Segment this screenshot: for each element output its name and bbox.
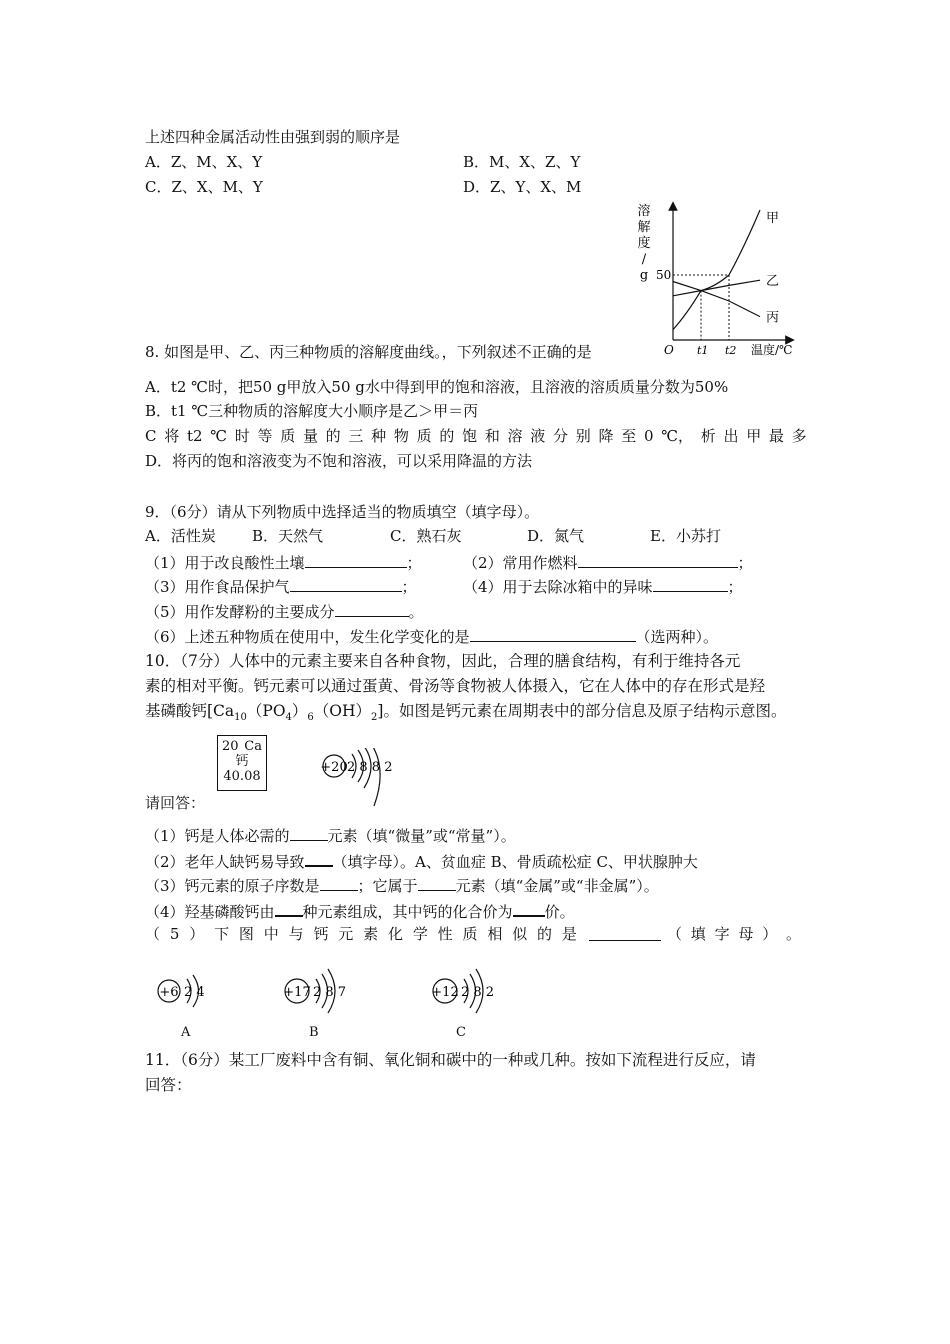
q8-option-c-char: 溶 xyxy=(507,427,523,445)
q9-part6-text: （6）上述五种物质在使用中，发生化学变化的是 xyxy=(145,628,470,646)
q8-option-c-char: t2 xyxy=(186,427,203,445)
q8-option-c-char: 最 xyxy=(768,427,784,445)
q9-choice-b: B．天然气 xyxy=(252,527,324,545)
q10-answer-prompt: 请回答： xyxy=(145,794,206,812)
solubility-chart xyxy=(630,198,810,360)
q10-line3-part: （OH） xyxy=(313,702,372,720)
atom-b-label: B xyxy=(309,1025,319,1040)
q9-part3-blank[interactable] xyxy=(290,575,402,592)
q8-option-c-char: 甲 xyxy=(746,427,762,445)
q7-option-d: D．Z、Y、X、M xyxy=(463,178,582,196)
q10-sub1 xyxy=(145,824,516,846)
q8-option-c-char: ℃， xyxy=(661,427,693,445)
q8-option-b: B．t1 ℃三种物质的溶解度大小顺序是乙＞甲＝丙 xyxy=(145,402,479,420)
q8-option-c-char: 将 xyxy=(164,427,180,445)
series-label-3: 丙 xyxy=(766,310,780,326)
q10-sub5-left-char: 元 xyxy=(338,925,354,943)
q10-line1: 10．（7分）人体中的元素主要来自各种食物，因此，合理的膳食结构，有利于维持各元 xyxy=(145,652,741,670)
atom-a-label: A xyxy=(181,1025,191,1040)
q8-option-c-char: 时 xyxy=(234,427,250,445)
q8-option-c-char: 种 xyxy=(371,427,387,445)
q9-part1-text: （1）用于改良酸性土壤 xyxy=(145,554,305,572)
series-line-3 xyxy=(673,282,760,317)
series-label-2: 乙 xyxy=(766,274,780,290)
q10-sub5-right-char: （ xyxy=(667,925,683,943)
q10-line3 xyxy=(145,701,786,728)
q9-part1-semicolon: ； xyxy=(406,554,422,572)
atom-diagram-c xyxy=(429,962,509,1022)
q9-part6-tail: （选两种）。 xyxy=(635,628,719,646)
q10-sub5-left-char: 质 xyxy=(462,925,478,943)
q10-sub5-left-char: 学 xyxy=(412,925,428,943)
q10-sub2-blank[interactable] xyxy=(305,849,333,867)
subscript: 4 xyxy=(285,712,292,724)
q10-sub2 xyxy=(145,849,698,872)
atom-a-shells: 2 4 xyxy=(184,985,205,1000)
q8-option-c-char: C xyxy=(145,427,157,445)
q10-sub1-text: 元素（填“微量”或“常量”）。 xyxy=(327,827,516,845)
q10-sub5-left xyxy=(145,924,577,944)
y-axis-label-char: 解 xyxy=(637,220,651,235)
q8-option-c-char: 三 xyxy=(348,427,364,445)
q10-sub3-text: （3）钙元素的原子序数是 xyxy=(145,877,320,895)
q9-part5-text: （5）用作发酵粉的主要成分 xyxy=(145,603,335,621)
q10-sub5-left-char: （ xyxy=(145,925,161,943)
q8-option-c-char: 降 xyxy=(598,427,614,445)
q7-option-c: C．Z、X、M、Y xyxy=(145,178,263,196)
q10-sub5-right-char: ） xyxy=(762,925,778,943)
q8-option-c-char: 和 xyxy=(484,427,500,445)
atom-diagram-b xyxy=(283,966,363,1022)
q8-option-c-char: 出 xyxy=(723,427,739,445)
q9-part3 xyxy=(145,575,417,597)
q10-sub5-left-char: 是 xyxy=(561,925,577,943)
q10-sub5-left-char: 性 xyxy=(437,925,453,943)
atom-b-nucleus: +17 xyxy=(283,985,311,1000)
q8-stem: 8. 如图是甲、乙、丙三种物质的溶解度曲线。，下列叙述不正确的是 xyxy=(145,343,592,361)
q9-part5-blank[interactable] xyxy=(335,600,409,617)
ca-shells: 2 8 8 2 xyxy=(347,760,393,775)
q8-option-c-char: 质 xyxy=(416,427,432,445)
element-symbol: Ca xyxy=(244,739,262,754)
q10-sub5-left-char: 似 xyxy=(512,925,528,943)
q8-option-c-char: 的 xyxy=(439,427,455,445)
q10-sub5-blank[interactable] xyxy=(589,924,661,941)
q8-option-c-char: 0 xyxy=(643,427,654,445)
q8-option-c-char: 多 xyxy=(791,427,807,445)
atomic-mass: 40.08 xyxy=(223,769,261,784)
q10-sub1-text: （1）钙是人体必需的 xyxy=(145,827,290,845)
q9-part4-semicolon: ； xyxy=(727,578,743,596)
q10-sub5-left-char: 5 xyxy=(169,925,180,943)
q10-sub5-left-char: 的 xyxy=(537,925,553,943)
q8-option-c-char: 至 xyxy=(621,427,637,445)
q10-sub5-right-char: 。 xyxy=(785,925,801,943)
q10-sub3-text: 元素（填“金属”或“非金属”）。 xyxy=(455,877,659,895)
atom-b-shells: 2 8 7 xyxy=(313,985,347,1000)
q8-option-c-char: 物 xyxy=(393,427,409,445)
x-tick-label: t1 xyxy=(697,344,709,357)
series-line-2 xyxy=(673,280,760,296)
q10-line2: 素的相对平衡。钙元素可以通过蛋黄、骨汤等食物被人体摄入，它在人体中的存在形式是羟 xyxy=(145,677,766,695)
q9-part2-semicolon: ； xyxy=(737,554,753,572)
atom-c-label: C xyxy=(456,1025,466,1040)
q9-part2-blank[interactable] xyxy=(578,551,738,568)
y-axis-label-char: 度 xyxy=(637,236,651,251)
q7-stem: 上述四种金属活动性由强到弱的顺序是 xyxy=(145,128,401,146)
q9-part6-blank[interactable] xyxy=(470,625,636,642)
q8-option-c xyxy=(145,426,807,446)
q10-sub3-blank1[interactable] xyxy=(320,874,358,891)
q8-option-c-char: 等 xyxy=(257,427,273,445)
subscript: 10 xyxy=(234,712,247,724)
q9-part3-semicolon: ； xyxy=(401,578,417,596)
q7-option-b: B．M、X、Z、Y xyxy=(463,153,581,171)
q10-line3-part: （PO xyxy=(246,702,286,720)
q10-sub5-left-char: 素 xyxy=(363,925,379,943)
q9-choice-d: D．氮气 xyxy=(527,527,585,545)
q8-option-a: A．t2 ℃时，把50 g甲放入50 g水中得到甲的饱和溶液，且溶液的溶质质量分数为50% xyxy=(145,378,729,396)
q9-part5 xyxy=(145,600,424,622)
q9-part4-blank[interactable] xyxy=(653,575,728,592)
q10-sub5-left-char: ） xyxy=(189,925,205,943)
q10-sub5-left-char: 图 xyxy=(238,925,254,943)
q10-sub5-left-char: 下 xyxy=(214,925,230,943)
origin-label: O xyxy=(664,343,674,357)
q10-sub2-text: （2）老年人缺钙易导致 xyxy=(145,853,305,871)
q9-choice-a: A．活性炭 xyxy=(145,527,216,545)
q10-sub4-blank2[interactable] xyxy=(513,899,545,917)
q8-option-c-char: 饱 xyxy=(462,427,478,445)
q8-option-c-char: ℃ xyxy=(210,427,228,445)
x-axis-label: 温度/℃ xyxy=(751,343,793,357)
y-tick-label: 50 xyxy=(656,268,672,282)
y-axis-label-char: g xyxy=(639,268,649,283)
q10-sub5-left-char: 与 xyxy=(288,925,304,943)
q8-option-c-char: 质 xyxy=(280,427,296,445)
q10-line3-part: ]。如图是钙元素在周期表中的部分信息及原子结构示意图。 xyxy=(377,702,787,720)
q10-sub5-right-char: 填 xyxy=(690,925,706,943)
q11-line2: 回答： xyxy=(145,1076,192,1094)
q9-part4-text: （4）用于去除冰箱中的异味 xyxy=(463,578,653,596)
q8-option-d: D．将丙的饱和溶液变为不饱和溶液，可以采用降温的方法 xyxy=(145,452,533,470)
q10-sub4-text: 价。 xyxy=(544,903,575,921)
q9-choice-c: C．熟石灰 xyxy=(390,527,462,545)
q10-sub5-left-char: 中 xyxy=(263,925,279,943)
series-line-1 xyxy=(673,210,760,330)
q10-sub5-right-char: 字 xyxy=(714,925,730,943)
subscript: 6 xyxy=(307,712,314,724)
q11-line1: 11．（6分）某工厂废料中含有铜、氧化铜和碳中的一种或几种。按如下流程进行反应，请 xyxy=(145,1051,756,1069)
q10-sub4-text: 种元素组成，其中钙的化合价为 xyxy=(302,903,513,921)
q10-sub5-left-char: 化 xyxy=(387,925,403,943)
q8-option-c-char: 的 xyxy=(325,427,341,445)
atom-a-nucleus: +6 xyxy=(159,985,179,1000)
q8-option-c-char: 分 xyxy=(553,427,569,445)
y-axis-label-char: 溶 xyxy=(637,204,651,219)
q9-part2-text: （2）常用作燃料 xyxy=(463,554,578,572)
q10-sub4 xyxy=(145,899,575,922)
series-label-1: 甲 xyxy=(766,211,780,226)
q9-part4 xyxy=(463,575,743,597)
x-tick-label: t2 xyxy=(725,344,737,357)
q9-part5-period: 。 xyxy=(408,603,424,621)
calcium-atom-diagram xyxy=(316,748,396,812)
q10-sub2-text: （填字母）。A、贫血症 B、骨质疏松症 C、甲状腺肿大 xyxy=(332,853,698,871)
q10-sub3-text: ；它属于 xyxy=(357,877,418,895)
q10-sub3-blank2[interactable] xyxy=(418,874,456,891)
q9-choice-e: E．小苏打 xyxy=(650,527,721,545)
q10-sub1-blank[interactable] xyxy=(290,824,328,841)
q10-line3-part: ） xyxy=(291,702,308,720)
q10-sub5 xyxy=(145,924,807,944)
periodic-table-cell xyxy=(217,735,267,791)
q9-part2 xyxy=(463,551,753,573)
atom-c-nucleus: +12 xyxy=(431,985,459,1000)
q9-stem: 9．（6分）请从下列物质中选择适当的物质填空（填字母）。 xyxy=(145,503,540,521)
q7-option-a: A．Z、M、X、Y xyxy=(145,153,263,171)
q10-sub4-blank1[interactable] xyxy=(275,899,303,917)
q9-part1 xyxy=(145,551,422,573)
q10-sub5-right-char: 母 xyxy=(738,925,754,943)
q9-part1-blank[interactable] xyxy=(305,551,407,568)
q9-part6 xyxy=(145,625,718,647)
subscript: 2 xyxy=(371,712,378,724)
q10-line3-part: 基磷酸钙[Ca xyxy=(145,702,235,720)
ca-nucleus: +20 xyxy=(320,760,348,775)
q10-sub3 xyxy=(145,874,659,896)
q8-option-c-char: 液 xyxy=(530,427,546,445)
q8-option-c-char: 量 xyxy=(302,427,318,445)
q10-sub4-text: （4）羟基磷酸钙由 xyxy=(145,903,275,921)
y-axis-label-char: / xyxy=(641,252,647,267)
atomic-number: 20 xyxy=(222,739,239,754)
q8-option-c-char: 析 xyxy=(700,427,716,445)
q8-option-c-char: 别 xyxy=(575,427,591,445)
q9-part3-text: （3）用作食品保护气 xyxy=(145,578,290,596)
element-name: 钙 xyxy=(235,754,249,769)
q10-sub5-right xyxy=(667,924,801,944)
atom-diagram-a xyxy=(153,973,223,1023)
atom-c-shells: 2 8 2 xyxy=(461,985,495,1000)
q10-sub5-left-char: 相 xyxy=(487,925,503,943)
q10-sub5-left-char: 钙 xyxy=(313,925,329,943)
